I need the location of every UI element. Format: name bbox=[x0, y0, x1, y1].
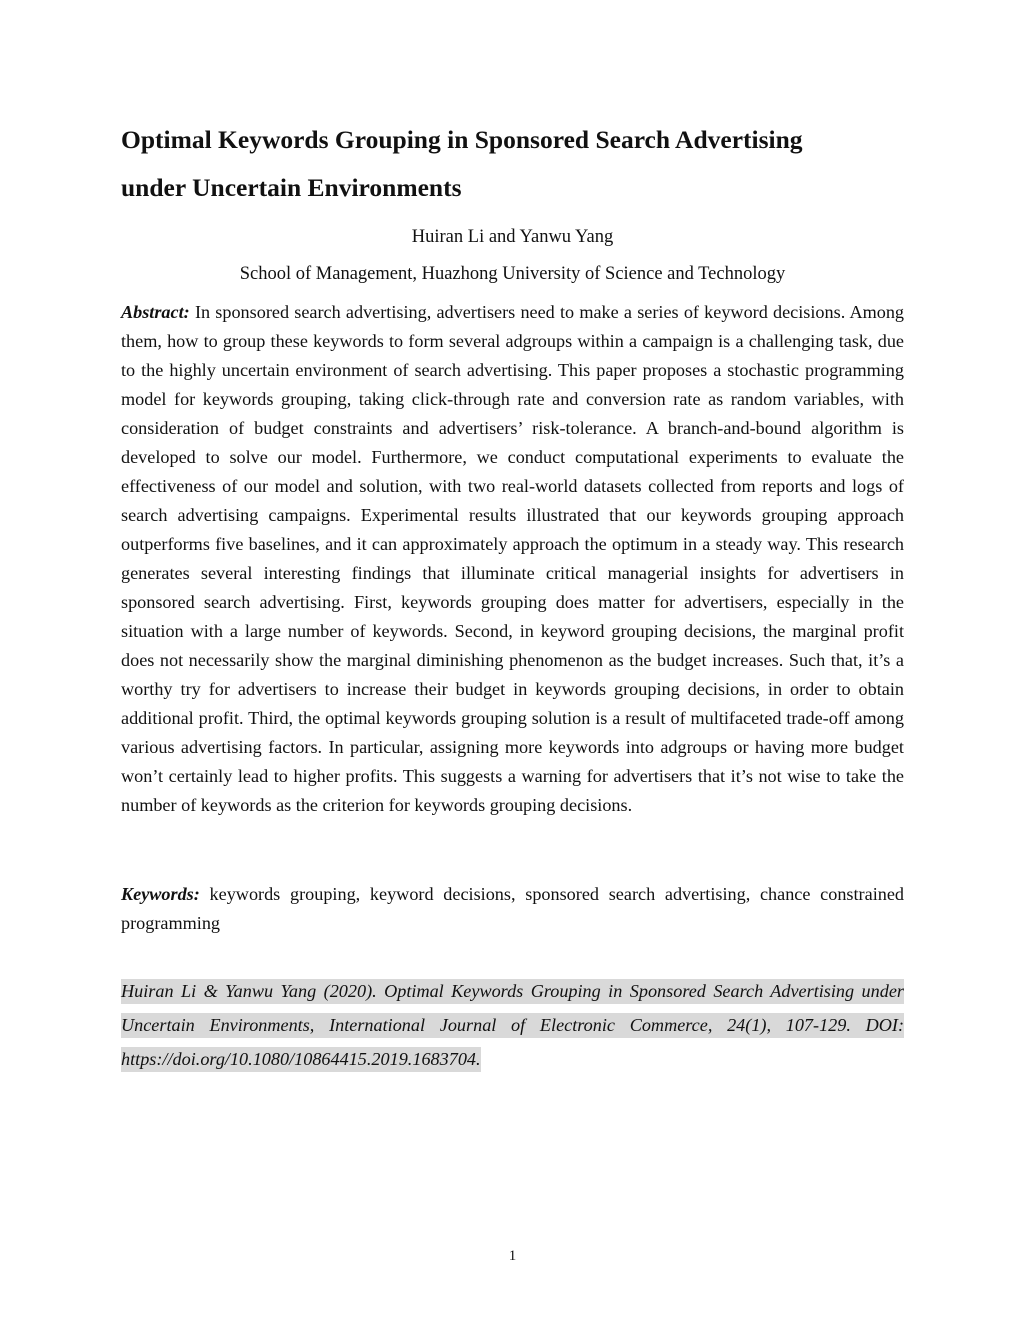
paper-page bbox=[121, 0, 904, 1325]
abstract-label: Abstract: bbox=[121, 302, 190, 322]
keywords-text: keywords grouping, keyword decisions, sponsored search advertising, chance constrained programming bbox=[121, 884, 905, 933]
keywords bbox=[121, 880, 904, 938]
keywords-label: Keywords: bbox=[121, 884, 200, 904]
abstract bbox=[121, 298, 904, 820]
citation-text: Huiran Li & Yanwu Yang (2020). Optimal Keywords Grouping in Sponsored Search Advertising under Uncertain Environments, International Journal of Electronic Commerce, 24(1), 107-129. DOI: https://doi.org/10.1080/10864415.2019.1683704. bbox=[121, 979, 904, 1072]
title-line-2: under Uncertain Environments bbox=[121, 173, 462, 202]
citation bbox=[121, 974, 904, 1076]
page-number: 1 bbox=[508, 1248, 517, 1264]
paper-title bbox=[121, 116, 904, 212]
authors: Huiran Li and Yanwu Yang bbox=[411, 227, 614, 247]
abstract-text: In sponsored search advertising, advertisers need to make a series of keyword decisions. Among them, how to group these keywords to form several adgroups within a campaign is a challenging task, due to the highly uncertain environment of search advertising. This paper proposes a stochastic programming model for keywords grouping, taking click-through rate and conversion rate as random variables, with consideration of budget constraints and advertisers’ risk-tolerance. A branch-and-bound algorithm is developed to solve our model. Furthermore, we conduct computational experiments to evaluate the effectiveness of our model and solution, with two real-world datasets collected from reports and logs of search advertising campaigns. Experimental results illustrated that our keywords grouping approach outperforms five baselines, and it can approximately approach the optimum in a steady way. This research generates several interesting findings that illuminate critical managerial insights for advertisers in sponsored search advertising. First, keywords grouping does matter for advertisers, especially in the situation with a large number of keywords. Second, in keyword grouping decisions, the marginal profit does not necessarily show the marginal diminishing phenomenon as the budget increases. Such that, it’s a worthy try for advertisers to increase their budget in keywords grouping decisions, in order to obtain additional profit. Third, the optimal keywords grouping solution is a result of multifaceted trade-off among various advertising factors. In particular, assigning more keywords into adgroups or having more budget won’t certainly lead to higher profits. This suggests a warning for advertisers that it’s not wise to take the number of keywords as the criterion for keywords grouping decisions. bbox=[121, 302, 905, 815]
title-line-1: Optimal Keywords Grouping in Sponsored Search Advertising bbox=[121, 125, 803, 154]
affiliation: School of Management, Huazhong University of Science and Technology bbox=[239, 264, 786, 284]
